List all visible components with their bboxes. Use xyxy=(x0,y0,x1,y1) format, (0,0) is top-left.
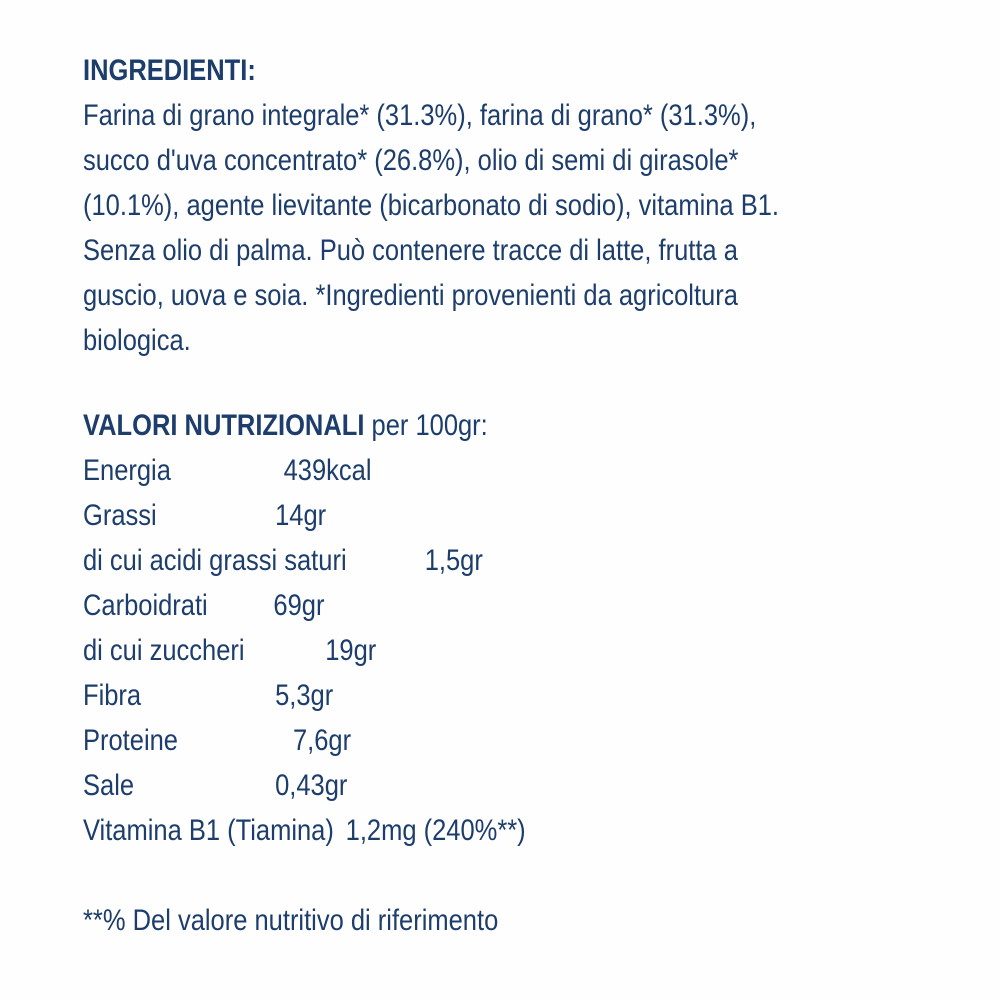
nutrient-value: 69gr xyxy=(273,589,325,622)
nutrient-label: Vitamina B1 (Tiamina) xyxy=(83,814,334,847)
nutrition-row-zuccheri xyxy=(83,628,999,673)
nutrient-value: 7,6gr xyxy=(292,724,352,757)
nutrition-heading-title: VALORI NUTRIZIONALI xyxy=(83,409,365,442)
nutrition-row-grassi-saturi xyxy=(83,538,999,583)
nutrient-value: 19gr xyxy=(325,634,377,667)
nutrition-row-fibra xyxy=(83,673,999,718)
ingredients-line: guscio, uova e soia. *Ingredienti provenienti da agricoltura xyxy=(83,279,738,312)
nutrient-label: di cui zuccheri xyxy=(83,634,245,667)
ingredients-line: (10.1%), agente lievitante (bicarbonato di sodio), vitamina B1. xyxy=(83,189,779,222)
nutrition-row-grassi xyxy=(83,493,999,538)
nutrient-value: 439kcal xyxy=(283,454,372,487)
section-spacer xyxy=(83,363,999,403)
nutrition-row-proteine xyxy=(83,718,999,763)
nutrient-value: 5,3gr xyxy=(275,679,334,712)
nutrient-value: 1,5gr xyxy=(424,544,483,577)
nutrition-heading-unit: per 100gr: xyxy=(364,409,488,442)
nutrient-label: Fibra xyxy=(83,679,142,712)
nutrition-heading xyxy=(83,403,999,448)
ingredients-line: biologica. xyxy=(83,324,191,357)
reference-footnote: **% Del valore nutritivo di riferimento xyxy=(83,904,499,937)
nutrient-value: 0,43gr xyxy=(275,769,348,802)
label-content xyxy=(83,48,999,943)
section-spacer xyxy=(83,853,999,898)
nutrition-row-energia xyxy=(83,448,999,493)
nutrient-value: 14gr xyxy=(275,499,327,532)
nutrient-label: Sale xyxy=(83,769,135,802)
nutrient-label: Carboidrati xyxy=(83,589,208,622)
nutrient-label: Grassi xyxy=(83,499,157,532)
nutrient-value: 1,2mg (240%**) xyxy=(345,814,526,847)
nutrient-label: Proteine xyxy=(83,724,178,757)
ingredients-line: Senza olio di palma. Può contenere tracce di latte, frutta a xyxy=(83,234,738,267)
ingredients-line: succo d'uva concentrato* (26.8%), olio di semi di girasole* xyxy=(83,144,739,177)
nutrient-label: Energia xyxy=(83,454,171,487)
nutrition-row-sale xyxy=(83,763,999,808)
ingredients-line: Farina di grano integrale* (31.3%), farina di grano* (31.3%), xyxy=(83,99,757,132)
nutrition-row-carboidrati xyxy=(83,583,999,628)
nutrition-row-vitamina-b1 xyxy=(83,808,999,853)
ingredients-heading: INGREDIENTI: xyxy=(83,54,256,87)
nutrient-label: di cui acidi grassi saturi xyxy=(83,544,347,577)
